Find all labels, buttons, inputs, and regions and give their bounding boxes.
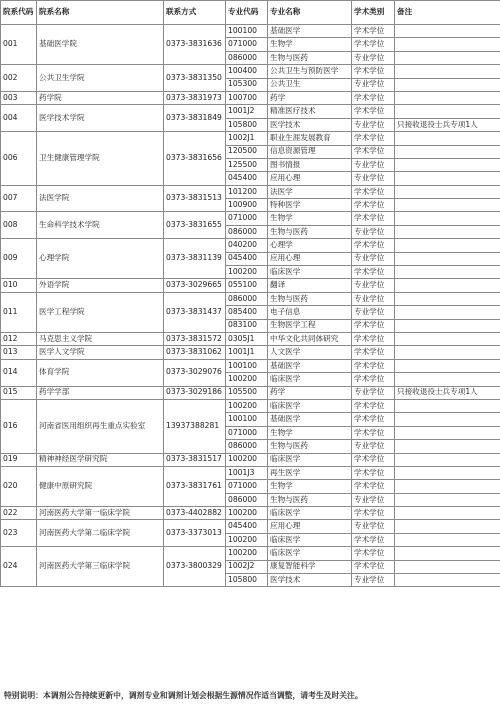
category-cell: 学术学位 xyxy=(352,346,395,359)
major-name-cell: 临床医学 xyxy=(268,453,352,466)
major-code-cell: 1001J3 xyxy=(226,466,268,479)
table-row xyxy=(1,239,500,252)
category-cell: 学术学位 xyxy=(352,399,395,412)
major-name-cell: 药学 xyxy=(268,386,352,399)
contact-cell: 0373-3831636 xyxy=(164,25,226,65)
remark-cell xyxy=(395,91,500,104)
dept-code-cell: 014 xyxy=(1,359,37,386)
category-cell: 专业学位 xyxy=(352,386,395,399)
contact-cell: 0373-3831655 xyxy=(164,212,226,239)
dept-code-cell: 015 xyxy=(1,386,37,399)
contact-cell: 0373-3831849 xyxy=(164,105,226,132)
remark-cell xyxy=(395,359,500,372)
dept-name-cell: 公共卫生学院 xyxy=(37,65,164,92)
contact-cell: 0373-3831513 xyxy=(164,185,226,212)
major-code-cell: 105800 xyxy=(226,574,268,587)
remark-cell: 只接收退役士兵专项1人 xyxy=(395,386,500,399)
major-code-cell: 071000 xyxy=(226,38,268,51)
major-name-cell: 临床医学 xyxy=(268,507,352,520)
contact-cell: 0373-3831350 xyxy=(164,65,226,92)
remark-cell: 只接收退役士兵专项1人 xyxy=(395,118,500,131)
remark-cell xyxy=(395,480,500,493)
remark-cell xyxy=(395,38,500,51)
dept-name-cell: 法医学院 xyxy=(37,185,164,212)
major-name-cell: 临床医学 xyxy=(268,547,352,560)
category-cell: 专业学位 xyxy=(352,118,395,131)
dept-name-cell: 卫生健康管理学院 xyxy=(37,132,164,186)
table-body xyxy=(1,25,500,587)
major-name-cell: 基础医学 xyxy=(268,413,352,426)
major-code-cell: 071000 xyxy=(226,480,268,493)
category-cell: 专业学位 xyxy=(352,493,395,506)
remark-cell xyxy=(395,533,500,546)
remark-cell xyxy=(395,520,500,533)
major-code-cell: 1001J1 xyxy=(226,346,268,359)
major-code-cell: 105800 xyxy=(226,118,268,131)
major-name-cell: 特种医学 xyxy=(268,199,352,212)
dept-code-cell: 012 xyxy=(1,332,37,345)
major-code-cell: 100200 xyxy=(226,373,268,386)
contact-cell: 0373-3373013 xyxy=(164,520,226,547)
table-row xyxy=(1,547,500,560)
major-code-cell: 086000 xyxy=(226,493,268,506)
major-name-cell: 生物学 xyxy=(268,212,352,225)
dept-code-cell: 001 xyxy=(1,25,37,65)
category-cell: 学术学位 xyxy=(352,105,395,118)
dept-code-cell: 013 xyxy=(1,346,37,359)
dept-name-cell: 医学技术学院 xyxy=(37,105,164,132)
major-code-cell: 1002J2 xyxy=(226,560,268,573)
dept-name-cell: 健康中原研究院 xyxy=(37,466,164,506)
category-cell: 专业学位 xyxy=(352,574,395,587)
table-row xyxy=(1,466,500,479)
category-cell: 学术学位 xyxy=(352,413,395,426)
table-header-row xyxy=(1,1,500,25)
dept-code-cell: 006 xyxy=(1,132,37,186)
major-name-cell: 基础医学 xyxy=(268,25,352,38)
major-name-cell: 信息资源管理 xyxy=(268,145,352,158)
table-row xyxy=(1,65,500,78)
dept-code-cell: 003 xyxy=(1,91,37,104)
major-name-cell: 公共卫生 xyxy=(268,78,352,91)
dept-code-cell: 019 xyxy=(1,453,37,466)
table-row xyxy=(1,185,500,198)
remark-cell xyxy=(395,239,500,252)
remark-cell xyxy=(395,574,500,587)
remark-cell xyxy=(395,158,500,171)
major-code-cell: 100700 xyxy=(226,91,268,104)
category-cell: 学术学位 xyxy=(352,25,395,38)
category-cell: 专业学位 xyxy=(352,51,395,64)
dept-name-cell: 基础医学院 xyxy=(37,25,164,65)
contact-cell: 13937388281 xyxy=(164,399,226,453)
contact-cell: 0373-3831656 xyxy=(164,132,226,186)
remark-cell xyxy=(395,51,500,64)
major-name-cell: 临床医学 xyxy=(268,533,352,546)
major-code-cell: 120500 xyxy=(226,145,268,158)
major-name-cell: 中华文化共同体研究 xyxy=(268,332,352,345)
major-code-cell: 100200 xyxy=(226,453,268,466)
remark-cell xyxy=(395,373,500,386)
table-row xyxy=(1,386,500,399)
major-code-cell: 100200 xyxy=(226,507,268,520)
dept-name-cell: 马克思主义学院 xyxy=(37,332,164,345)
dept-code-cell: 004 xyxy=(1,105,37,132)
major-code-cell: 1001J2 xyxy=(226,105,268,118)
table-row xyxy=(1,279,500,292)
remark-cell xyxy=(395,199,500,212)
dept-name-cell: 体育学院 xyxy=(37,359,164,386)
dept-code-cell: 023 xyxy=(1,520,37,547)
remark-cell xyxy=(395,172,500,185)
remark-cell xyxy=(395,399,500,412)
remark-cell xyxy=(395,332,500,345)
major-name-cell: 康复智能科学 xyxy=(268,560,352,573)
remark-cell xyxy=(395,185,500,198)
category-cell: 学术学位 xyxy=(352,199,395,212)
dept-code-cell: 024 xyxy=(1,547,37,587)
major-name-cell: 生物学 xyxy=(268,426,352,439)
major-name-cell: 药学 xyxy=(268,91,352,104)
header-contact: 联系方式 xyxy=(164,1,226,25)
major-name-cell: 应用心理 xyxy=(268,252,352,265)
dept-name-cell: 河南医药大学第三临床学院 xyxy=(37,547,164,587)
category-cell: 专业学位 xyxy=(352,158,395,171)
major-code-cell: 0305J1 xyxy=(226,332,268,345)
major-name-cell: 生物与医药 xyxy=(268,51,352,64)
category-cell: 学术学位 xyxy=(352,466,395,479)
category-cell: 学术学位 xyxy=(352,507,395,520)
category-cell: 专业学位 xyxy=(352,252,395,265)
remark-cell xyxy=(395,25,500,38)
major-code-cell: 1002J1 xyxy=(226,132,268,145)
major-name-cell: 心理学 xyxy=(268,239,352,252)
contact-cell: 0373-3831139 xyxy=(164,239,226,279)
major-code-cell: 100200 xyxy=(226,399,268,412)
dept-code-cell: 011 xyxy=(1,292,37,332)
dept-name-cell: 精神神经医学研究院 xyxy=(37,453,164,466)
remark-cell xyxy=(395,145,500,158)
major-name-cell: 生物与医药 xyxy=(268,493,352,506)
major-name-cell: 应用心理 xyxy=(268,172,352,185)
major-name-cell: 法医学 xyxy=(268,185,352,198)
remark-cell xyxy=(395,65,500,78)
major-name-cell: 生物医学工程 xyxy=(268,319,352,332)
remark-cell xyxy=(395,560,500,573)
contact-cell: 0373-3831572 xyxy=(164,332,226,345)
table-row xyxy=(1,25,500,38)
contact-cell: 0373-3800329 xyxy=(164,547,226,587)
contact-cell: 0373-3029186 xyxy=(164,386,226,399)
dept-code-cell: 007 xyxy=(1,185,37,212)
major-code-cell: 100100 xyxy=(226,25,268,38)
category-cell: 学术学位 xyxy=(352,212,395,225)
category-cell: 专业学位 xyxy=(352,78,395,91)
major-name-cell: 人文医学 xyxy=(268,346,352,359)
remark-cell xyxy=(395,105,500,118)
category-cell: 学术学位 xyxy=(352,132,395,145)
major-code-cell: 105500 xyxy=(226,386,268,399)
header-remark: 备注 xyxy=(395,1,500,25)
dept-name-cell: 药学院 xyxy=(37,91,164,104)
category-cell: 学术学位 xyxy=(352,145,395,158)
dept-code-cell: 010 xyxy=(1,279,37,292)
major-code-cell: 045400 xyxy=(226,520,268,533)
major-code-cell: 045400 xyxy=(226,172,268,185)
major-name-cell: 生物与医药 xyxy=(268,225,352,238)
contact-cell: 0373-3831062 xyxy=(164,346,226,359)
dept-code-cell: 002 xyxy=(1,65,37,92)
remark-cell xyxy=(395,132,500,145)
table-row xyxy=(1,292,500,305)
major-code-cell: 105300 xyxy=(226,78,268,91)
remark-cell xyxy=(395,493,500,506)
major-name-cell: 基础医学 xyxy=(268,359,352,372)
category-cell: 学术学位 xyxy=(352,453,395,466)
category-cell: 学术学位 xyxy=(352,332,395,345)
category-cell: 学术学位 xyxy=(352,373,395,386)
category-cell: 学术学位 xyxy=(352,266,395,279)
dept-name-cell: 医学人文学院 xyxy=(37,346,164,359)
table-row xyxy=(1,399,500,412)
remark-cell xyxy=(395,413,500,426)
major-code-cell: 071000 xyxy=(226,426,268,439)
major-code-cell: 071000 xyxy=(226,212,268,225)
major-code-cell: 100200 xyxy=(226,547,268,560)
dept-code-cell: 008 xyxy=(1,212,37,239)
category-cell: 专业学位 xyxy=(352,225,395,238)
dept-code-cell: 022 xyxy=(1,507,37,520)
major-code-cell: 045400 xyxy=(226,252,268,265)
dept-name-cell: 医学工程学院 xyxy=(37,292,164,332)
remark-cell xyxy=(395,440,500,453)
major-code-cell: 100400 xyxy=(226,65,268,78)
table-row xyxy=(1,91,500,104)
category-cell: 专业学位 xyxy=(352,292,395,305)
remark-cell xyxy=(395,319,500,332)
header-major-name: 专业名称 xyxy=(268,1,352,25)
dept-name-cell: 药学学部 xyxy=(37,386,164,399)
remark-cell xyxy=(395,252,500,265)
major-code-cell: 040200 xyxy=(226,239,268,252)
table-row xyxy=(1,105,500,118)
category-cell: 学术学位 xyxy=(352,560,395,573)
category-cell: 学术学位 xyxy=(352,533,395,546)
remark-cell xyxy=(395,306,500,319)
dept-name-cell: 外语学院 xyxy=(37,279,164,292)
table-row xyxy=(1,359,500,372)
category-cell: 学术学位 xyxy=(352,480,395,493)
remark-cell xyxy=(395,78,500,91)
major-name-cell: 生物与医药 xyxy=(268,440,352,453)
remark-cell xyxy=(395,466,500,479)
category-cell: 专业学位 xyxy=(352,306,395,319)
header-category: 学术类别 xyxy=(352,1,395,25)
contact-cell: 0373-3831517 xyxy=(164,453,226,466)
contact-cell: 0373-3831437 xyxy=(164,292,226,332)
table-row xyxy=(1,132,500,145)
category-cell: 专业学位 xyxy=(352,440,395,453)
major-name-cell: 职业生涯发展教育 xyxy=(268,132,352,145)
contact-cell: 0373-3831973 xyxy=(164,91,226,104)
major-code-cell: 083100 xyxy=(226,319,268,332)
major-name-cell: 生物学 xyxy=(268,38,352,51)
remark-cell xyxy=(395,346,500,359)
major-code-cell: 085400 xyxy=(226,306,268,319)
contact-cell: 0373-4402882 xyxy=(164,507,226,520)
category-cell: 专业学位 xyxy=(352,172,395,185)
table-row xyxy=(1,212,500,225)
remark-cell xyxy=(395,453,500,466)
dept-code-cell: 009 xyxy=(1,239,37,279)
major-name-cell: 图书情报 xyxy=(268,158,352,171)
major-code-cell: 055100 xyxy=(226,279,268,292)
special-note: 特别说明：本调剂公告持续更新中，调剂专业和调剂计划会根据生源情况作适当调整，请考生及时关注。 xyxy=(4,691,363,700)
header-major-code: 专业代码 xyxy=(226,1,268,25)
contact-cell: 0373-3831761 xyxy=(164,466,226,506)
remark-cell xyxy=(395,279,500,292)
major-name-cell: 精准医疗技术 xyxy=(268,105,352,118)
dept-name-cell: 生命科学技术学院 xyxy=(37,212,164,239)
table-row xyxy=(1,453,500,466)
major-code-cell: 086000 xyxy=(226,292,268,305)
major-code-cell: 100100 xyxy=(226,413,268,426)
remark-cell xyxy=(395,266,500,279)
remark-cell xyxy=(395,426,500,439)
table-row xyxy=(1,332,500,345)
major-code-cell: 125500 xyxy=(226,158,268,171)
remark-cell xyxy=(395,212,500,225)
major-code-cell: 086000 xyxy=(226,225,268,238)
dept-name-cell: 河南省医用组织再生重点实验室 xyxy=(37,399,164,453)
remark-cell xyxy=(395,292,500,305)
contact-cell: 0373-3029665 xyxy=(164,279,226,292)
dept-code-cell: 016 xyxy=(1,399,37,453)
category-cell: 专业学位 xyxy=(352,520,395,533)
header-dept-name: 院系名称 xyxy=(37,1,164,25)
contact-cell: 0373-3029076 xyxy=(164,359,226,386)
major-name-cell: 应用心理 xyxy=(268,520,352,533)
major-code-cell: 100200 xyxy=(226,266,268,279)
major-name-cell: 临床医学 xyxy=(268,399,352,412)
major-code-cell: 100900 xyxy=(226,199,268,212)
major-code-cell: 100100 xyxy=(226,359,268,372)
table-row xyxy=(1,346,500,359)
major-name-cell: 电子信息 xyxy=(268,306,352,319)
major-code-cell: 100200 xyxy=(226,533,268,546)
category-cell: 学术学位 xyxy=(352,426,395,439)
major-code-cell: 086000 xyxy=(226,440,268,453)
dept-name-cell: 河南医药大学第二临床学院 xyxy=(37,520,164,547)
major-name-cell: 生物学 xyxy=(268,480,352,493)
major-name-cell: 临床医学 xyxy=(268,266,352,279)
remark-cell xyxy=(395,225,500,238)
major-name-cell: 生物与医药 xyxy=(268,292,352,305)
category-cell: 学术学位 xyxy=(352,359,395,372)
major-name-cell: 再生医学 xyxy=(268,466,352,479)
remark-cell xyxy=(395,547,500,560)
major-name-cell: 临床医学 xyxy=(268,373,352,386)
category-cell: 学术学位 xyxy=(352,185,395,198)
dept-name-cell: 河南医药大学第一临床学院 xyxy=(37,507,164,520)
category-cell: 学术学位 xyxy=(352,547,395,560)
category-cell: 学术学位 xyxy=(352,65,395,78)
table-row xyxy=(1,507,500,520)
major-code-cell: 086000 xyxy=(226,51,268,64)
remark-cell xyxy=(395,507,500,520)
category-cell: 学术学位 xyxy=(352,239,395,252)
major-name-cell: 医学技术 xyxy=(268,574,352,587)
category-cell: 学术学位 xyxy=(352,91,395,104)
major-name-cell: 医学技术 xyxy=(268,118,352,131)
major-code-cell: 101200 xyxy=(226,185,268,198)
category-cell: 专业学位 xyxy=(352,279,395,292)
table-row xyxy=(1,520,500,533)
major-name-cell: 公共卫生与预防医学 xyxy=(268,65,352,78)
category-cell: 学术学位 xyxy=(352,319,395,332)
category-cell: 学术学位 xyxy=(352,38,395,51)
dept-code-cell: 020 xyxy=(1,466,37,506)
header-dept-code: 院系代码 xyxy=(1,1,37,25)
major-name-cell: 翻译 xyxy=(268,279,352,292)
dept-name-cell: 心理学院 xyxy=(37,239,164,279)
